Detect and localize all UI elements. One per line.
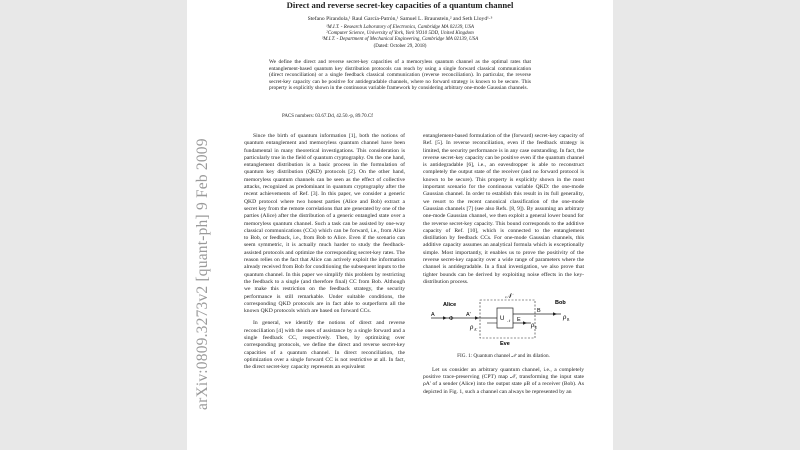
label-a-prime: A' [466,312,471,319]
pacs-numbers: PACS numbers: 03.67.Dd, 42.50.-p, 89.70.Cf [282,114,373,119]
label-rho-e-sub: E [535,326,538,331]
arxiv-identifier: arXiv:0809.3273v2 [quant-ph] 9 Feb 2009 [194,138,211,410]
paragraph-after-figure: Let us consider an arbitrary quantum channel, i.e., a completely positive trace-preserving (CPT) map 𝒩, transforming the input state ρA' of a sender (Alice) into the output state ρB of a receiver (Bob). As depicted in Fig. 1, such a channel can always be represented by an [423,366,584,395]
label-rho-a: ρ [470,323,474,332]
paper-page [187,0,613,450]
arrow-a [443,317,447,320]
label-b: B [537,308,541,315]
arrow-a-prime [475,317,479,320]
label-rho-e: ρ [531,321,535,330]
label-n: 𝒩 [505,292,512,301]
affiliation-3: ³M.I.T. - Department of Mechanical Engineering, Cambridge MA 02139, USA [321,37,479,43]
affiliation-2: ²Computer Science, University of York, York YO10 5DD, United Kingdom [326,31,474,37]
eve-label: Eve [500,341,510,348]
paragraph-continuation: entanglement-based formulation of the (forward) secret-key capacity of Ref. [5]. In reverse reconciliation, even if the feedback strategy is limited, the security performance is in any case outstanding. In fact, the reverse secret-key capacity can be positive even if the quantum channel is antidegradable [6], i.e., an eavesdropper is able to reconstruct completely the output state of the receiver (and no forward protocol is known to be secure). This property is explicitly shown in the most important scenario for the continuous variable QKD: the one-mode Gaussian channel. In order to establish this result in its full generality, we resort to the recent canonical classification of the one-mode Gaussian channels [7] (see also Refs. [8, 9]). By assuming an arbitrary one-mode Gaussian channel, we then exploit a general lower bound for the reverse secret-key capacity. This bound corresponds to the additive capacity of Ref. [10], which is connected to the entanglement distillation by feedback CCs. For one-mode Gaussian channels, this additive capacity assumes an analytical formula which is exceptionally simple. Most importantly, it enables us to prove the positivity of the reverse secret-key capacity over a wide range of parameters where the channel is antidegradable. In a final investigation, we also prove that tighter bounds can be derived by exploiting noise effects in the key-distribution process. [423,133,584,285]
paper-title: Direct and reverse secret-key capacities of a quantum channel [286,0,514,10]
arrow-e [523,322,527,325]
paragraph-general: In general, we identify the notions of direct and reverse reconciliation [4] with the ones of assistance by a single forward and a single feedback CC, respectively. Then, by optimizing over corresponding protocols, we define the direct and reverse secret-key capacities of a quantum channel. In direct reconciliation, the optimization over a single forward CC is not restrictive at all. In fact, the direct secret-key capacity represents an equivalent [244,320,405,371]
arrow-b [553,313,557,316]
figure-caption: FIG. 1: Quantum channel 𝒩 and its dilation. [457,353,550,360]
label-rho-a-sub: A' [474,328,478,333]
affiliations [187,25,613,50]
affiliation-1: ¹M.I.T. - Research Laboratory of Electronics, Cambridge MA 02139, USA [326,25,474,30]
label-u-sub: 𝒩 [507,319,511,324]
right-column [423,133,584,396]
label-rho-b: ρ [563,313,567,322]
label-e: E [517,317,521,324]
label-phi: Φ [449,316,454,323]
author-list: Stefano Pirandola,¹ Raul García-Patrón,¹ Samuel L. Braunstein,² and Seth Lloyd¹·³ [307,16,493,22]
channel-diagram [423,289,584,351]
dated-line: (Dated: October 29, 2018) [373,43,427,49]
bob-label: Bob [555,300,566,307]
label-u: U [500,316,505,323]
alice-label: Alice [443,302,457,309]
label-a: A [431,312,435,319]
figure-1 [423,289,584,351]
left-column [244,133,405,372]
paragraph-intro: Since the birth of quantum information [1], both the notions of quantum entanglement and memoryless quantum channel have been fundamental in many theoretical investigations. This consideration is particularly true in the field of quantum cryptography. On the one hand, entanglement distribution is a basic process in the formulation of quantum key distribution (QKD) protocols [2]. On the other hand, memoryless quantum channels can be seen as the effect of collective attacks, recognized as predominant in quantum cryptography after the recent achievements of Ref. [3]. In this paper, we consider a generic QKD protocol where two honest parties (Alice and Bob) extract a secret key from the remote correlations that are generated by one of the parties (Alice) after the distribution of a generic entangled state over a memoryless quantum channel. Such a task can be assisted by one-way classical communications (CCs) which can be forward, i.e., from Alice to Bob, or feedback, i.e., from Bob to Alice. Even if the scenario can seem symmetric, it is actually much harder to study the feedback-assisted protocols and optimize the corresponding secret-key rates. The reason relies on the fact that Alice can actively exploit the information already received from Bob for conditioning the subsequent inputs to the quantum channel. In this paper we simplify this problem by restricting the feedback to a single (and therefore final) CC from Bob. Although we make this restriction on the feedback strategy, the security performance is still remarkable. Under suitable conditions, the corresponding QKD protocols are in fact able to outperform all the known QKD protocols which are based on forward CCs. [244,133,405,315]
label-rho-b-sub: B [567,318,570,323]
abstract: We define the direct and reverse secret-key capacities of a memoryless quantum channel as the optimal rates that entanglement-based quantum key distribution protocols can reach by using a single forward classical communication (direct reconciliation) or a single feedback classical communication (reverse reconciliation). In particular, the reverse secret-key capacity can be positive for antidegradable channels, where no forward strategy is known to be secure. This property is explicitly shown in the continuous variable framework by considering arbitrary one-mode Gaussian channels. [269,59,531,92]
